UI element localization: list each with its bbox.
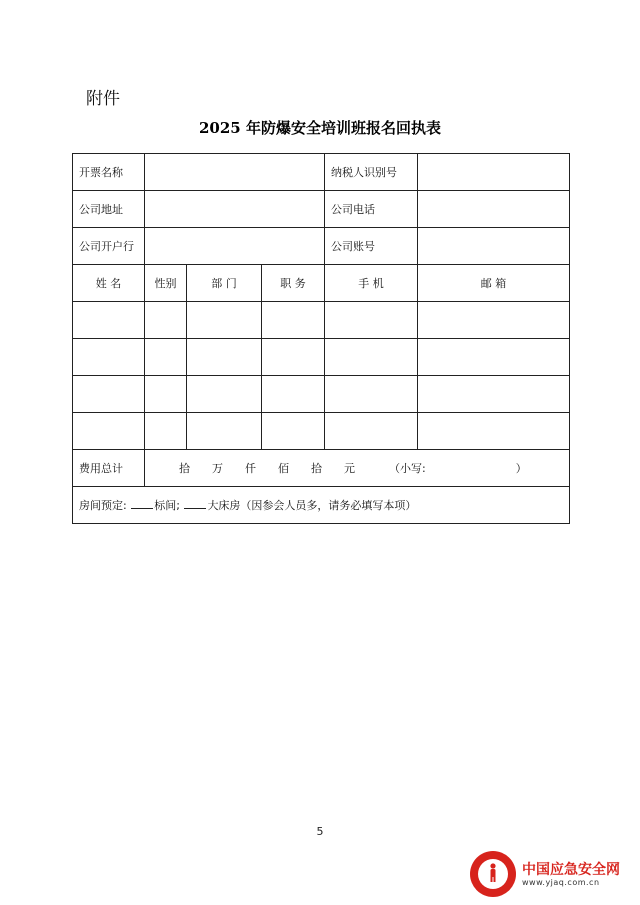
company-account-field[interactable] <box>418 228 570 265</box>
column-header-position: 职 务 <box>262 265 325 302</box>
attendee-row <box>73 376 570 413</box>
registration-form-table <box>72 153 570 524</box>
column-header-gender: 性别 <box>145 265 187 302</box>
column-header-department: 部 门 <box>187 265 262 302</box>
amount-unit: 佰 <box>278 462 289 475</box>
attendee-gender-cell[interactable] <box>145 413 187 450</box>
attendee-email-cell[interactable] <box>418 413 570 450</box>
attendee-position-cell[interactable] <box>262 413 325 450</box>
amount-unit: 元 <box>344 462 355 475</box>
attendee-position-cell[interactable] <box>262 339 325 376</box>
attendee-email-cell[interactable] <box>418 376 570 413</box>
tax-id-field[interactable] <box>418 154 570 191</box>
attendee-row <box>73 413 570 450</box>
page-number: 5 <box>316 825 324 838</box>
total-label: 费用总计 <box>73 450 145 487</box>
attendee-department-cell[interactable] <box>187 302 262 339</box>
attendee-gender-cell[interactable] <box>145 339 187 376</box>
table-row <box>73 191 570 228</box>
attendee-name-cell[interactable] <box>73 339 145 376</box>
king-room-blank[interactable] <box>184 498 206 509</box>
amount-unit: 拾 <box>311 462 322 475</box>
attendee-name-cell[interactable] <box>73 302 145 339</box>
attendee-department-cell[interactable] <box>187 376 262 413</box>
company-address-label: 公司地址 <box>73 191 145 228</box>
attendee-mobile-cell[interactable] <box>325 376 418 413</box>
room-booking-label: 房间预定: <box>79 499 127 512</box>
attendee-row <box>73 339 570 376</box>
attendee-department-cell[interactable] <box>187 413 262 450</box>
column-header-email: 邮 箱 <box>418 265 570 302</box>
small-write-label: （小写: <box>389 462 426 475</box>
site-logo[interactable] <box>470 849 630 899</box>
company-address-field[interactable] <box>145 191 325 228</box>
company-phone-field[interactable] <box>418 191 570 228</box>
logo-name: 中国应急安全网 <box>522 861 620 878</box>
attendee-gender-cell[interactable] <box>145 376 187 413</box>
tax-id-label: 纳税人识别号 <box>325 154 418 191</box>
attendee-mobile-cell[interactable] <box>325 413 418 450</box>
attendee-mobile-cell[interactable] <box>325 302 418 339</box>
company-bank-label: 公司开户行 <box>73 228 145 265</box>
column-header-row <box>73 265 570 302</box>
logo-emblem-icon <box>470 851 516 897</box>
table-row <box>73 154 570 191</box>
attendee-gender-cell[interactable] <box>145 302 187 339</box>
standard-room-blank[interactable] <box>131 498 153 509</box>
amount-unit: 拾 <box>179 462 190 475</box>
logo-url: www.yjaq.com.cn <box>522 877 600 887</box>
company-account-label: 公司账号 <box>325 228 418 265</box>
attendee-row <box>73 302 570 339</box>
room-row <box>73 487 570 524</box>
attendee-position-cell[interactable] <box>262 302 325 339</box>
attendee-mobile-cell[interactable] <box>325 339 418 376</box>
invoice-name-label: 开票名称 <box>73 154 145 191</box>
attendee-email-cell[interactable] <box>418 339 570 376</box>
amount-unit: 万 <box>212 462 223 475</box>
table-row <box>73 228 570 265</box>
attendee-name-cell[interactable] <box>73 376 145 413</box>
column-header-mobile: 手 机 <box>325 265 418 302</box>
amount-unit: 仟 <box>245 462 256 475</box>
attendee-department-cell[interactable] <box>187 339 262 376</box>
standard-room-label: 标间; <box>154 499 180 512</box>
attendee-name-cell[interactable] <box>73 413 145 450</box>
small-write-close: ） <box>515 462 527 475</box>
company-phone-label: 公司电话 <box>325 191 418 228</box>
total-row <box>73 450 570 487</box>
king-room-label: 大床房（因参会人员多，请务必填写本项） <box>207 499 417 512</box>
company-bank-field[interactable] <box>145 228 325 265</box>
attendee-position-cell[interactable] <box>262 376 325 413</box>
attachment-label: 附件 <box>86 89 120 109</box>
total-amount-field[interactable] <box>145 450 570 487</box>
invoice-name-field[interactable] <box>145 154 325 191</box>
attendee-email-cell[interactable] <box>418 302 570 339</box>
column-header-name: 姓 名 <box>73 265 145 302</box>
page-title: 2025 年防爆安全培训班报名回执表 <box>199 119 441 137</box>
room-booking-cell <box>73 487 570 524</box>
